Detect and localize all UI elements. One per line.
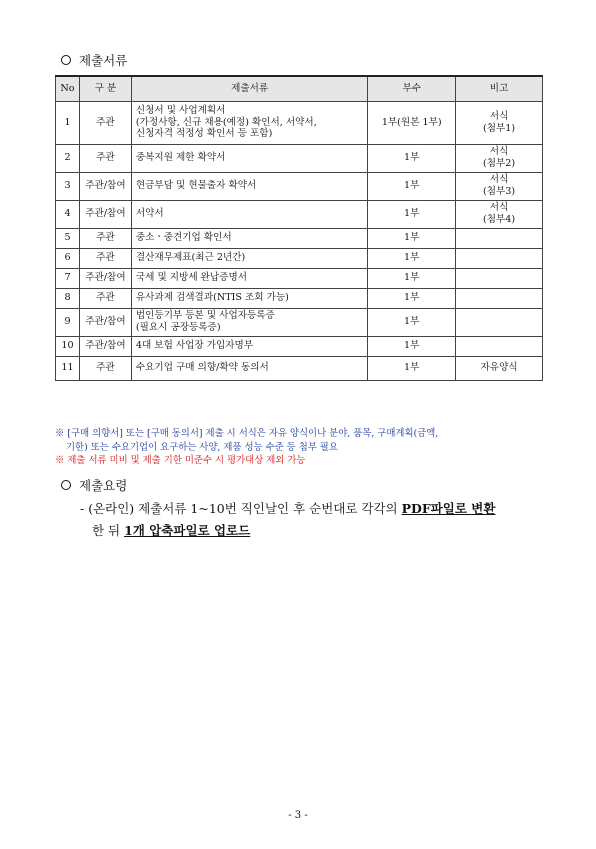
cell-category: 주관/참여 bbox=[79, 308, 131, 336]
remark-line: 서식 bbox=[489, 202, 509, 214]
cell-no: 10 bbox=[56, 336, 80, 356]
table-row bbox=[56, 356, 543, 380]
table-row bbox=[56, 228, 543, 248]
cell-copies: 1부(원본 1부) bbox=[368, 101, 456, 144]
cell-remark bbox=[456, 268, 543, 288]
cell-no: 6 bbox=[56, 248, 80, 268]
page-number: - 3 - bbox=[288, 810, 308, 821]
cell-category: 주관/참여 bbox=[79, 172, 131, 200]
cell-remark bbox=[456, 288, 543, 308]
document-line: 결산재무제표(최근 2년간) bbox=[135, 252, 246, 263]
cell-remark bbox=[456, 228, 543, 248]
cell-copies: 1부 bbox=[368, 200, 456, 228]
column-header: No bbox=[56, 76, 80, 101]
document-line: (필요시 공장등록증) bbox=[135, 322, 221, 333]
circle-bullet-icon bbox=[61, 480, 71, 490]
cell-category: 주관 bbox=[79, 144, 131, 172]
document-line: 유사과제 검색결과(NTIS 조회 가능) bbox=[135, 292, 289, 303]
remark-line: (첨부3) bbox=[483, 186, 516, 197]
cell-no: 1 bbox=[56, 101, 80, 144]
section-title: 제출서류 bbox=[79, 53, 128, 68]
cell-remark bbox=[456, 101, 543, 144]
remark-line: 서식 bbox=[489, 174, 509, 186]
cell-remark bbox=[456, 200, 543, 228]
table-row bbox=[56, 144, 543, 172]
cell-remark bbox=[456, 356, 543, 380]
note-line: ※ [구매 의향서] 또는 [구매 동의서] 제출 시 서식은 자유 양식이나 분야, 품목, 구매계획(금액, bbox=[55, 428, 439, 439]
cell-no: 5 bbox=[56, 228, 80, 248]
cell-copies: 1부 bbox=[368, 228, 456, 248]
table-row bbox=[56, 288, 543, 308]
cell-category: 주관 bbox=[79, 228, 131, 248]
cell-copies: 1부 bbox=[368, 336, 456, 356]
document-line: 신청자격 적정성 확인서 등 포함) bbox=[135, 128, 273, 140]
document-line: 법인등기부 등본 및 사업자등록증 bbox=[135, 310, 275, 322]
cell-document bbox=[131, 101, 367, 144]
instruction-line-2: 한 뒤 1개 압축파일로 업로드 bbox=[92, 522, 251, 538]
cell-copies: 1부 bbox=[368, 356, 456, 380]
column-header: 제출서류 bbox=[131, 76, 367, 101]
table-row bbox=[56, 336, 543, 356]
cell-copies: 1부 bbox=[368, 172, 456, 200]
section-title: 제출요령 bbox=[79, 478, 128, 493]
cell-document bbox=[131, 144, 367, 172]
cell-document bbox=[131, 172, 367, 200]
cell-no: 4 bbox=[56, 200, 80, 228]
document-line: (가정사항, 신규 채용(예정) 확인서, 서약서, bbox=[135, 116, 317, 128]
cell-copies: 1부 bbox=[368, 268, 456, 288]
cell-category: 주관/참여 bbox=[79, 200, 131, 228]
cell-category: 주관/참여 bbox=[79, 336, 131, 356]
note-line: ※ 제출 서류 미비 및 제출 기한 미준수 시 평가대상 제외 가능 bbox=[55, 455, 306, 466]
submission-instructions bbox=[80, 498, 555, 542]
instruction-line-1: - (온라인) 제출서류 1~10번 직인날인 후 순번대로 각각의 PDF파일로 변환 bbox=[80, 501, 496, 516]
remark-line: (첨부4) bbox=[483, 214, 516, 225]
remark-line: 자유양식 bbox=[480, 362, 518, 373]
cell-category: 주관/참여 bbox=[79, 268, 131, 288]
cell-document bbox=[131, 248, 367, 268]
table-body bbox=[56, 101, 543, 380]
document-line: 중소ㆍ중견기업 확인서 bbox=[135, 232, 232, 243]
cell-category: 주관 bbox=[79, 356, 131, 380]
cell-category: 주관 bbox=[79, 101, 131, 144]
remark-line: 서식 bbox=[489, 110, 509, 122]
table-row bbox=[56, 268, 543, 288]
table-row bbox=[56, 200, 543, 228]
cell-remark bbox=[456, 308, 543, 336]
table-row bbox=[56, 308, 543, 336]
column-header: 부수 bbox=[368, 76, 456, 101]
cell-document bbox=[131, 356, 367, 380]
cell-document bbox=[131, 336, 367, 356]
cell-no: 11 bbox=[56, 356, 80, 380]
emphasis-pdf-convert: PDF파일로 변환 bbox=[401, 501, 496, 516]
cell-document bbox=[131, 200, 367, 228]
cell-no: 7 bbox=[56, 268, 80, 288]
note-purchase-intent bbox=[55, 427, 555, 454]
table-row bbox=[56, 172, 543, 200]
remark-line: 서식 bbox=[489, 146, 509, 158]
emphasis-single-zip: 1개 압축파일로 업로드 bbox=[124, 522, 251, 538]
cell-remark bbox=[456, 172, 543, 200]
cell-copies: 1부 bbox=[368, 288, 456, 308]
document-line: 수요기업 구매 의향/확약 동의서 bbox=[135, 362, 269, 373]
document-line: 국세 및 지방세 완납증명서 bbox=[135, 272, 247, 283]
note-line: 기한) 또는 수요기업이 요구하는 사양, 제품 성능 수준 등 첨부 필요 bbox=[66, 441, 338, 453]
cell-no: 2 bbox=[56, 144, 80, 172]
document-line: 신청서 및 사업계획서 bbox=[135, 104, 226, 116]
document-line: 서약서 bbox=[135, 208, 164, 219]
remark-line: (첨부1) bbox=[483, 122, 516, 134]
cell-copies: 1부 bbox=[368, 144, 456, 172]
cell-remark bbox=[456, 336, 543, 356]
cell-category: 주관 bbox=[79, 248, 131, 268]
table-header-row bbox=[56, 76, 543, 101]
cell-no: 9 bbox=[56, 308, 80, 336]
table-row bbox=[56, 248, 543, 268]
column-header: 구 분 bbox=[79, 76, 131, 101]
cell-remark bbox=[456, 248, 543, 268]
column-header: 비고 bbox=[456, 76, 543, 101]
document-line: 현금부담 및 현물출자 확약서 bbox=[135, 180, 257, 191]
remark-line: (첨부2) bbox=[483, 158, 516, 169]
cell-document bbox=[131, 228, 367, 248]
documents-table bbox=[55, 75, 543, 381]
note-exclusion-warning bbox=[55, 454, 555, 468]
table-row bbox=[56, 101, 543, 144]
circle-bullet-icon bbox=[61, 55, 71, 65]
document-line: 4대 보험 사업장 가입자명부 bbox=[135, 340, 254, 351]
cell-document bbox=[131, 288, 367, 308]
cell-category: 주관 bbox=[79, 288, 131, 308]
section-heading-submission bbox=[61, 476, 127, 494]
cell-copies: 1부 bbox=[368, 248, 456, 268]
cell-document bbox=[131, 308, 367, 336]
section-heading-documents bbox=[61, 51, 127, 69]
cell-document bbox=[131, 268, 367, 288]
cell-remark bbox=[456, 144, 543, 172]
document-line: 중복지원 제한 확약서 bbox=[135, 152, 226, 163]
cell-no: 8 bbox=[56, 288, 80, 308]
cell-copies: 1부 bbox=[368, 308, 456, 336]
cell-no: 3 bbox=[56, 172, 80, 200]
